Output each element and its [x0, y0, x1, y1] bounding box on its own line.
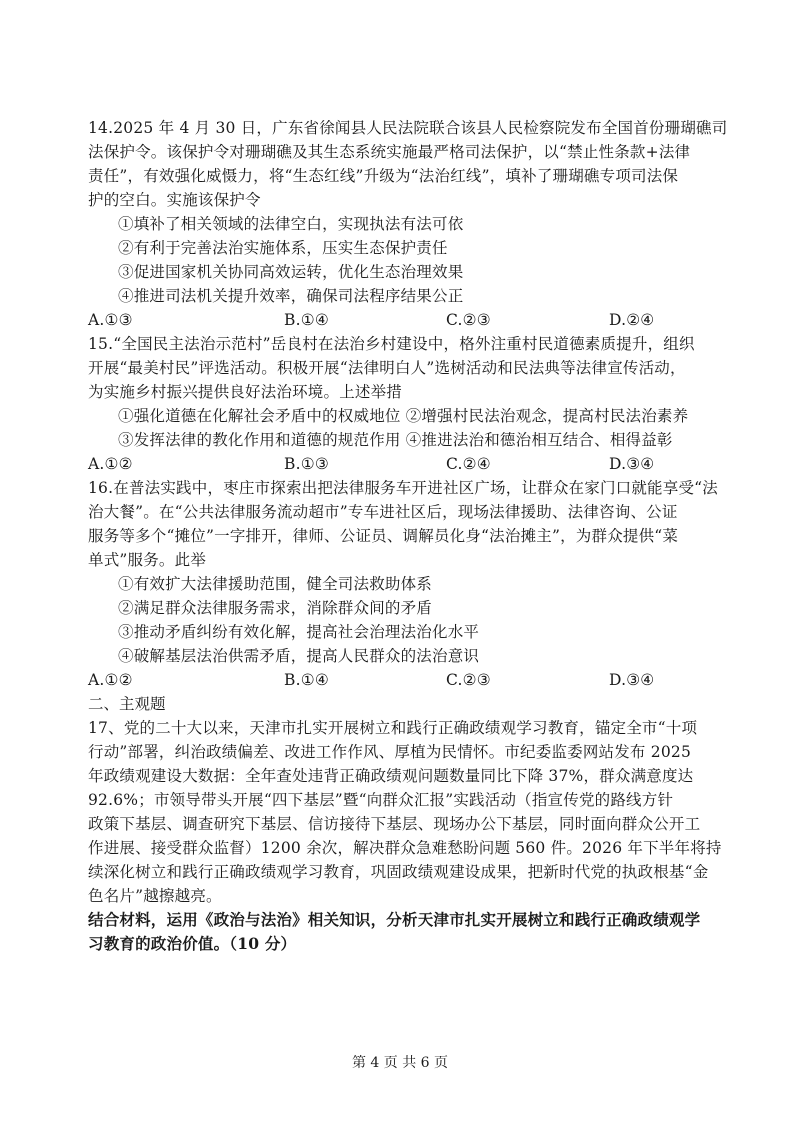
choice-c: C.②③	[446, 311, 491, 329]
choice-b: B.①③	[284, 455, 329, 473]
question-16	[88, 476, 718, 692]
question-17-material-line: 92.6%；市领导带头开展“四下基层”暨“向群众汇报”实践活动（指宣传党的路线方针	[88, 791, 674, 809]
question-16-stem-line: 服务等多个“摊位”一字排开，律师、公证员、调解员化身“法治摊主”，为群众提供“菜	[88, 527, 679, 545]
question-16-choices	[88, 668, 718, 692]
choice-d: D.③④	[609, 455, 655, 473]
choice-c: C.②③	[446, 671, 491, 689]
question-14-option: ②有利于完善法治实施体系，压实生态保护责任	[118, 239, 448, 257]
choice-c: C.②④	[446, 455, 491, 473]
choice-d: D.③④	[609, 671, 655, 689]
choice-a: A.①②	[88, 671, 133, 689]
question-15-option: ③发挥法律的教化作用和道德的规范作用 ④推进法治和德治相互结合、相得益彰	[118, 431, 673, 449]
question-17-material-line: 作进展、接受群众监督）1200 余次，解决群众急难愁盼问题 560 件。2026 年下半年将持	[88, 839, 722, 857]
choice-b: B.①④	[284, 311, 329, 329]
question-15-choices	[88, 452, 718, 476]
question-14-stem-line: 法保护令。该保护令对珊瑚礁及其生态系统实施最严格司法保护，以“禁止性条款+法律	[88, 143, 691, 161]
question-14	[88, 116, 728, 332]
question-16-option: ③推动矛盾纠纷有效化解，提高社会治理法治化水平	[118, 623, 480, 641]
question-15-stem-line: 开展“最美村民”评选活动。积极开展“法律明白人”选树活动和民法典等法律宣传活动，	[88, 359, 686, 377]
question-17-material-line: 续深化树立和践行正确政绩观学习教育，巩固政绩观建设成果，把新时代党的执政根基“金	[88, 863, 709, 881]
question-17-prompt-line: 结合材料，运用《政治与法治》相关知识，分析天津市扎实开展树立和践行正确政绩观学	[88, 910, 701, 929]
question-15-stem-line: 15.“全国民主法治示范村”岳良村在法治乡村建设中，格外注重村民道德素质提升，组织	[88, 335, 695, 353]
question-14-stem-line: 14.2025 年 4 月 30 日，广东省徐闻县人民法院联合该县人民检察院发布全国首份珊瑚礁司	[88, 119, 728, 137]
page-number-footer: 第 4 页 共 6 页	[351, 1055, 449, 1071]
question-16-option: ④破解基层法治供需矛盾，提高人民群众的法治意识	[118, 647, 480, 665]
question-14-option: ③促进国家机关协同高效运转，优化生态治理效果	[118, 263, 464, 281]
question-17-material-line: 17、党的二十大以来，天津市扎实开展树立和践行正确政绩观学习教育，锚定全市“十项	[88, 719, 698, 737]
question-17-material-line: 行动”部署，纠治政绩偏差、改进工作作风、厚植为民情怀。市纪委监委网站发布 2025	[88, 743, 691, 761]
question-14-stem-line: 护的空白。实施该保护令	[88, 191, 261, 209]
question-15-option: ①强化道德在化解社会矛盾中的权威地位 ②增强村民法治观念，提高村民法治素养	[118, 407, 689, 425]
question-17-material-line: 年政绩观建设大数据：全年查处违背正确政绩观问题数量同比下降 37%，群众满意度达	[88, 767, 694, 785]
question-17	[88, 716, 722, 956]
question-16-stem-line: 16.在普法实践中，枣庄市探索出把法律服务车开进社区广场，让群众在家门口就能享受“法	[88, 479, 718, 497]
question-17-material-line: 色名片”越擦越亮。	[88, 887, 222, 905]
choice-a: A.①②	[88, 455, 133, 473]
question-16-stem-line: 治大餐”。在“公共法律服务流动超市”专车进社区后，现场法律援助、法律咨询、公证	[88, 503, 678, 521]
question-16-option: ①有效扩大法律援助范围，健全司法救助体系	[118, 575, 433, 593]
choice-d: D.②④	[609, 311, 655, 329]
question-14-choices	[88, 308, 718, 332]
choice-a: A.①③	[88, 311, 133, 329]
exam-page	[88, 116, 728, 956]
question-15-stem-line: 为实施乡村振兴提供良好法治环境。上述举措	[88, 383, 403, 401]
question-16-stem-line: 单式”服务。此举	[88, 551, 207, 569]
question-17-prompt-line: 习教育的政治价值。（10 分）	[88, 934, 297, 953]
question-16-option: ②满足群众法律服务需求，消除群众间的矛盾	[118, 599, 433, 617]
question-17-material-line: 政策下基层、调查研究下基层、信访接待下基层、现场办公下基层，同时面向群众公开工	[88, 815, 701, 833]
question-15	[88, 332, 718, 476]
question-14-option: ④推进司法机关提升效率，确保司法程序结果公正	[118, 287, 464, 305]
question-14-stem-line: 责任”，有效强化威慑力，将“生态红线”升级为“法治红线”，填补了珊瑚礁专项司法保	[88, 167, 679, 185]
choice-b: B.①④	[284, 671, 329, 689]
question-14-option: ①填补了相关领域的法律空白，实现执法有法可依	[118, 215, 464, 233]
section-heading: 二、主观题	[88, 695, 166, 713]
